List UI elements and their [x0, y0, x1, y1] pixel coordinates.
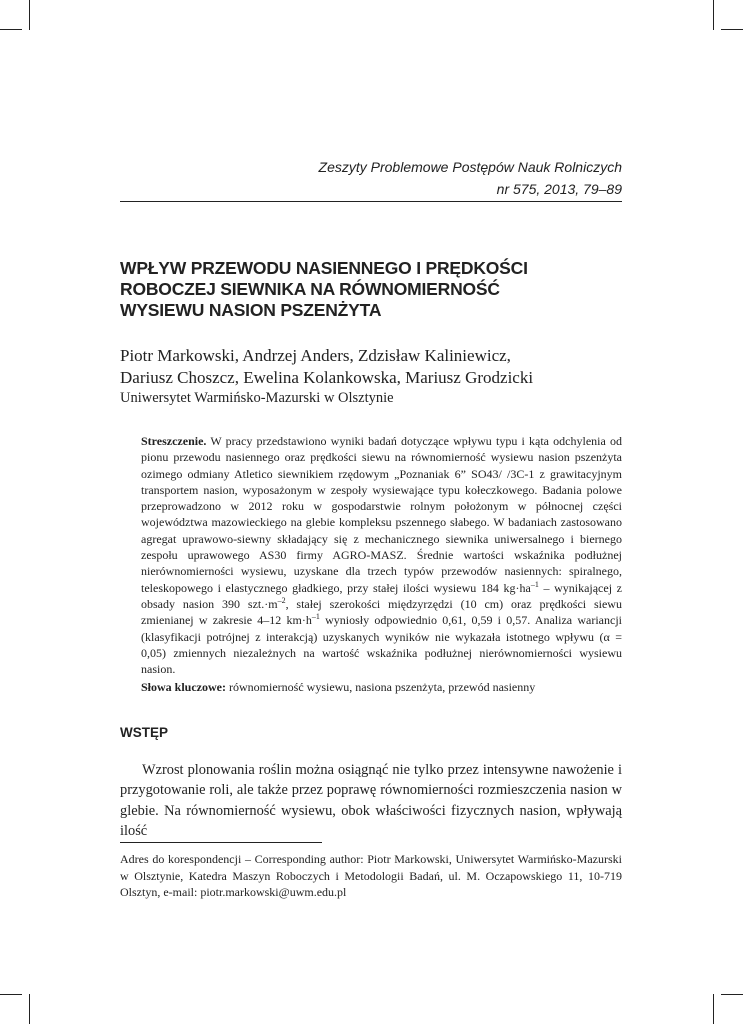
- abstract: [141, 433, 622, 677]
- superscript: –1: [530, 579, 539, 589]
- abstract-text: W pracy przedstawiono wyniki badań dotyczące wpływu typu i kąta odchylenia od pionu przewodu nasiennego oraz prędkości siewu na równomierność wysiewu nasion pszenżyta ozimego odmiany Atletico siewnikiem rzędowym „Poznaniak 6” SO43/ /3C-1 z grawitacyjnym transportem nasion, wyposażonym w zespoły wysiewające typu kołeczkowego. Badania polowe przeprowadzono w 2012 roku w gospodarstwie rolnym położonym w północnej części województwa mazowieckiego na glebie kompleksu pszennego słabego. W badaniach zastosowano agregat uprawowo-siewny składający się z mechanicznego siewnika uniwersalnego i biernego zespołu uprawowego AS30 firmy AGRO-MASZ. Średnie wartości wskaźnika podłużnej nierównomierności wysiewu, uzyskane dla trzech typów przewodów nasiennych: spiralnego, teleskopowego i elastycznego gładkiego, przy stałej ilości wysiewu 184 kg·ha: [141, 434, 622, 595]
- footnote-rule: [120, 842, 322, 843]
- crop-mark-bottom-left: [0, 994, 22, 995]
- author-list: [120, 345, 622, 389]
- title-line: ROBOCZEJ SIEWNIKA NA RÓWNOMIERNOŚĆ: [120, 279, 500, 299]
- crop-mark-bottom-right: [721, 994, 743, 995]
- crop-mark-top-left: [29, 0, 30, 30]
- title-line: WPŁYW PRZEWODU NASIENNEGO I PRĘDKOŚCI: [120, 258, 528, 278]
- title-line: WYSIEWU NASION PSZENŻYTA: [120, 300, 382, 320]
- journal-header: [120, 156, 622, 200]
- abstract-label: Streszczenie.: [141, 434, 207, 448]
- superscript: –1: [311, 612, 320, 622]
- journal-issue: nr 575, 2013, 79–89: [496, 181, 622, 197]
- crop-mark-bottom-right: [713, 994, 714, 1024]
- affiliation: Uniwersytet Warmińsko-Mazurski w Olsztynie: [120, 390, 394, 406]
- crop-mark-bottom-left: [29, 994, 30, 1024]
- crop-mark-top-left: [0, 29, 22, 30]
- crop-mark-top-right: [721, 29, 743, 30]
- authors-line: Piotr Markowski, Andrzej Anders, Zdzisław Kaliniewicz,: [120, 346, 511, 365]
- abstract-text: , stałej szerokości międzyrzędzi (10 cm) oraz prędkości siewu zmienianej w zakresie 4–12 km·h: [141, 596, 622, 628]
- journal-name: Zeszyty Problemowe Postępów Nauk Rolniczych: [318, 159, 622, 175]
- intro-paragraph: [120, 760, 622, 842]
- crop-mark-top-right: [713, 0, 714, 30]
- authors-line: Dariusz Choszcz, Ewelina Kolankowska, Mariusz Grodzicki: [120, 368, 534, 387]
- article-title: [120, 258, 622, 321]
- superscript: –2: [277, 595, 286, 605]
- keywords: [141, 679, 622, 695]
- footnote: Adres do korespondencji – Corresponding author: Piotr Markowski, Uniwersytet Warmińsko-Mazurski w Olsztynie, Katedra Maszyn Roboczych i Metodologii Badań, ul. M. Oczapowskiego 11, 10-719 Olsztyn, e-mail: piotr.markowski@uwm.edu.pl: [120, 852, 622, 899]
- section-heading: WSTĘP: [120, 725, 169, 740]
- abstract-text: – wynikającej z obsady nasion 390 szt.·m: [141, 580, 622, 611]
- keywords-text: równomierność wysiewu, nasiona pszenżyta, przewód nasienny: [226, 680, 536, 694]
- abstract-text: wyniosły odpowiednio 0,61, 0,59 i 0,57. Analiza wariancji (klasyfikacji potrójnej z interakcją) uzyskanych wyników nie wykazała istotnego wpływu (α = 0,05) zmiennych niezależnych na wartość wskaźnika podłużnej nierównomierności wysiewu nasion.: [141, 613, 622, 677]
- header-rule: [120, 201, 622, 202]
- keywords-label: Słowa kluczowe:: [141, 680, 226, 694]
- intro-text: Wzrost plonowania roślin można osiągnąć nie tylko przez intensywne nawożenie i przygotowanie roli, ale także przez poprawę równomierności rozmieszczenia nasion w glebie. Na równomierność wysiewu, obok właściwości fizycznych nasion, wpływają ilość: [120, 762, 622, 840]
